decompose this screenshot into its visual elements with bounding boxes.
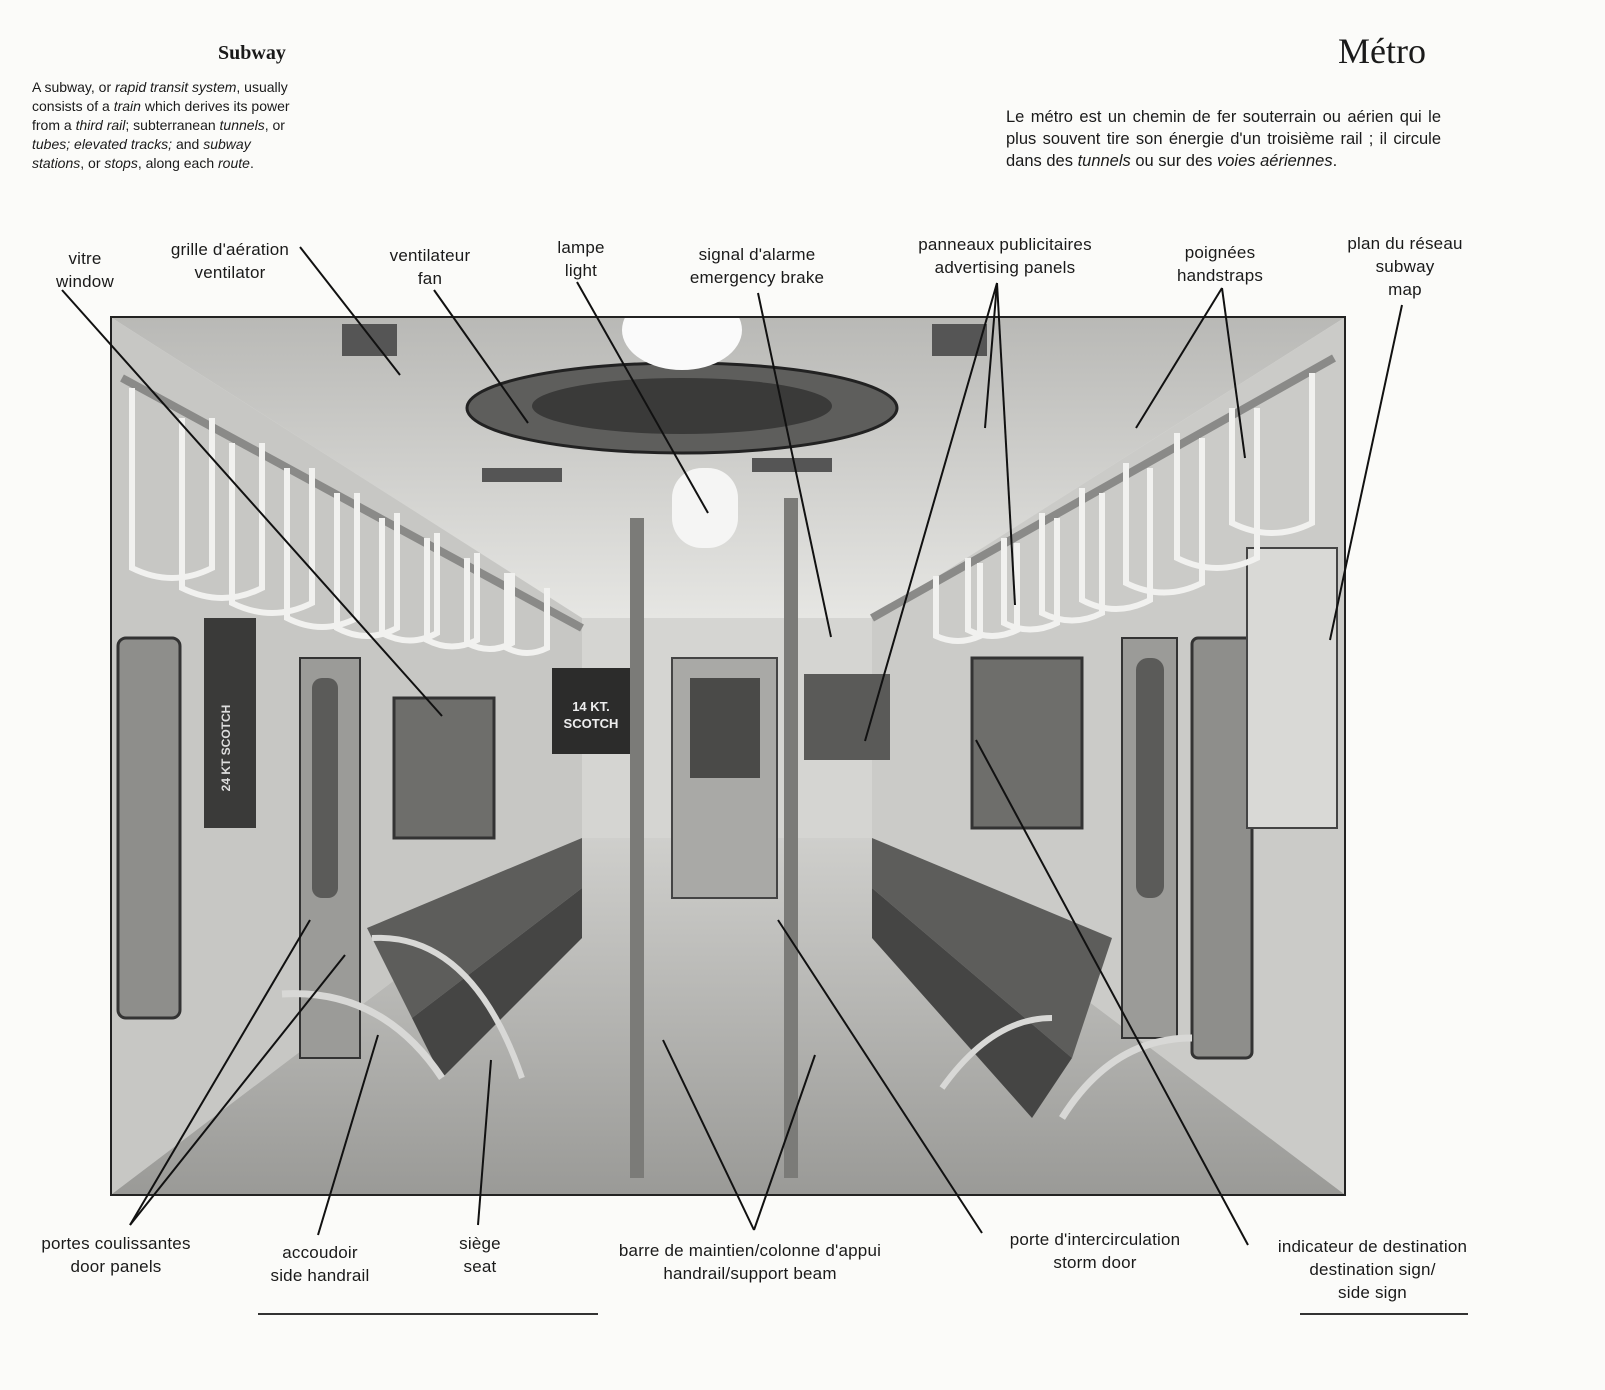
label-emergency-brake [672,243,842,289]
english-intro-run: . [249,155,254,171]
label-fan-en: fan [417,269,443,288]
english-intro-run: route [218,155,250,171]
ad-left-text: 24 KT SCOTCH [219,704,233,792]
english-title: Subway [218,42,286,64]
leader-storm-door [778,920,982,1233]
english-intro-run: ; subterranean [125,117,220,133]
french-intro-run: Le métro est un chemin de fer souterrain ou aérien qui le plus souvent tire son énergie d'un troisième rail ; il circule dans des [1006,108,1441,170]
label-support-en: handrail/support beam [663,1264,837,1283]
label-subway-map [1330,232,1480,301]
leader-fan [434,290,528,423]
leader-light [577,282,708,513]
english-intro-run: rapid transit system [115,79,237,95]
label-destination-en1: destination sign/ [1309,1260,1436,1279]
label-handstraps [1160,241,1280,287]
label-ventilator-en: ventilator [194,263,266,282]
label-window [30,247,140,293]
english-intro-run: subway stations [32,136,251,171]
label-destination-fr: indicateur de destination [1277,1237,1468,1256]
french-intro-run: tunnels [1077,152,1131,170]
label-window-fr: vitre [68,249,102,268]
label-seat-en: seat [463,1257,497,1276]
english-intro-run: third rail [75,117,126,133]
label-handstraps-fr: poignées [1184,243,1256,262]
label-subway-map-en1: subway [1375,257,1435,276]
label-side-handrail [255,1241,385,1287]
english-intro-run: stops [104,155,138,171]
french-intro-run: voies aériennes [1217,152,1333,170]
label-handstraps-en: handstraps [1176,266,1264,285]
leader-seat [478,1060,491,1225]
leader-support-1 [663,1040,754,1230]
label-storm-door-fr: porte d'intercirculation [1009,1230,1181,1249]
label-advertising-en: advertising panels [934,258,1076,277]
label-door-panels-fr: portes coulissantes [41,1234,191,1253]
label-subway-map-fr: plan du réseau [1347,234,1463,253]
label-destination [1255,1235,1490,1304]
label-storm-door [985,1228,1205,1274]
label-light [536,236,626,282]
label-emergency-brake-en: emergency brake [689,268,825,287]
english-intro-run: , usually consists of a [32,79,288,114]
label-storm-door-en: storm door [1053,1253,1137,1272]
label-fan [370,244,490,290]
label-support-fr: barre de maintien/colonne d'appui [618,1241,882,1260]
label-side-handrail-fr: accoudoir [282,1243,358,1262]
english-intro-run: tunnels [219,117,265,133]
leader-advertising-2 [997,283,1015,605]
footer-rule-right [1300,1313,1468,1315]
leader-side-handrail [318,1035,378,1235]
label-door-panels-en: door panels [70,1257,162,1276]
label-ventilator [150,238,310,284]
french-intro-run: ou sur des [1130,152,1217,170]
ad-center-line2: SCOTCH [563,716,619,731]
english-intro-run: tubes; elevated tracks; [32,136,173,152]
label-advertising-fr: panneaux publicitaires [918,235,1092,254]
english-intro-run: , or [264,117,285,133]
label-seat [445,1232,515,1278]
leader-handstraps-1 [1136,288,1222,428]
leader-destination [976,740,1248,1245]
leader-emergency-brake [758,293,831,637]
label-door-panels [16,1232,216,1278]
leader-window [62,290,442,716]
leader-door-panels-2 [130,955,345,1225]
label-support [580,1239,920,1285]
leader-advertising [865,283,997,741]
french-title: Métro [1338,31,1426,71]
label-subway-map-en2: map [1388,280,1422,299]
english-intro-run: , along each [137,155,219,171]
english-intro-run: and [172,136,204,152]
english-intro-run: which derives its power from a [32,98,290,133]
french-intro-run: . [1332,152,1338,170]
ad-center-line1: 14 KT. [572,699,610,714]
leader-handstraps-2 [1222,288,1245,458]
footer-rule-left [258,1313,598,1315]
label-light-en: light [564,261,598,280]
label-emergency-brake-fr: signal d'alarme [698,245,816,264]
english-intro-run: , or [80,155,105,171]
label-destination-en2: side sign [1338,1283,1407,1302]
english-intro-run: train [113,98,141,114]
label-fan-fr: ventilateur [389,246,471,265]
label-seat-fr: siège [459,1234,501,1253]
leader-door-panels-1 [130,920,310,1225]
label-side-handrail-en: side handrail [270,1266,370,1285]
leader-support-2 [754,1055,815,1230]
english-intro-run: A subway, or [32,79,116,95]
label-ventilator-fr: grille d'aération [170,240,290,259]
leader-subway-map [1330,305,1402,640]
label-light-fr: lampe [557,238,605,257]
label-advertising [895,233,1115,279]
label-window-en: window [56,272,114,291]
